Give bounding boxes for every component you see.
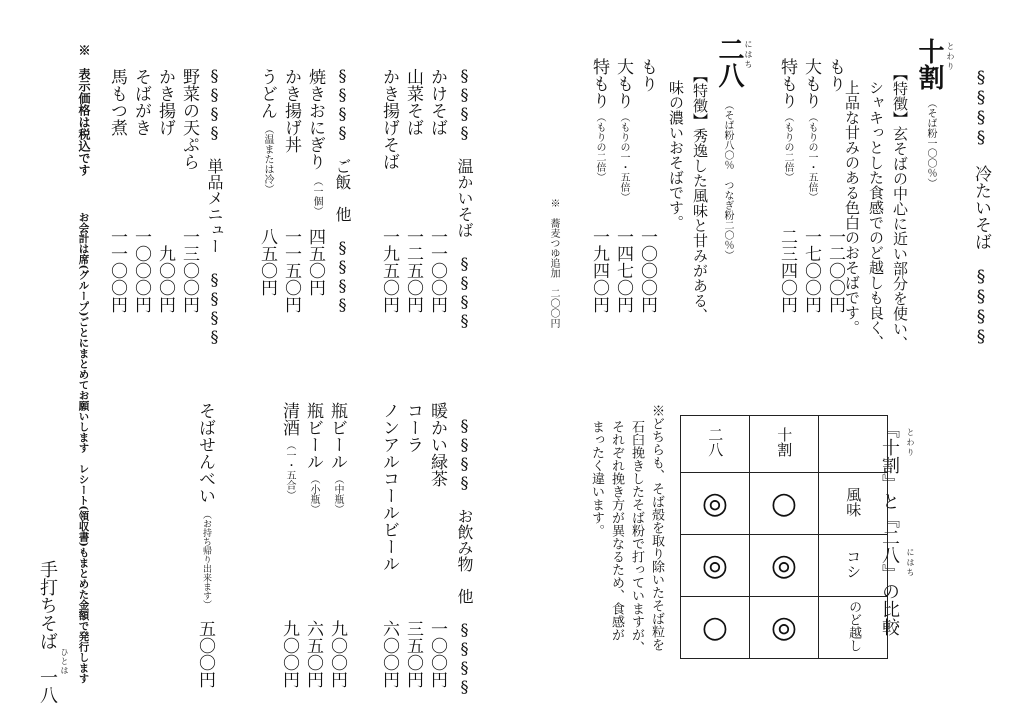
nihachi-desc-2: 味の濃いおそばです。: [667, 80, 685, 230]
juwari-desc-3: 上品な甘みのある色白のおそばです。: [843, 80, 861, 335]
juwari-desc-1: 【特徴】玄そばの中心に近い部分を使い、: [891, 66, 909, 351]
comparison-title: 『十割』と『二八』の比較: [879, 420, 900, 636]
rice-item-3-price: 八五〇円: [257, 228, 277, 296]
koshi-juwari: ◎: [750, 535, 819, 597]
drink-3: ノンアルコールビール: [379, 402, 399, 572]
rice-item-2-price: 一一五〇円: [281, 228, 301, 313]
juwari-ruby: とわり: [946, 42, 955, 72]
hot-item-2: 山菜そば: [403, 68, 423, 136]
comparison-juwari-ruby: とわり: [906, 428, 915, 458]
hot-soba-heading: §§§§ 温かいそば §§§§: [455, 66, 474, 330]
single-item-2-price: 九〇〇円: [155, 245, 175, 313]
single-item-1-price: 一三〇〇円: [179, 228, 199, 313]
nodogoshi-label: のど越し: [819, 597, 888, 659]
nodogoshi-juwari: ◎: [750, 597, 819, 659]
comparison-note-3: それぞれ挽き方が異なるため、食感が: [609, 420, 624, 641]
cold-soba-heading: §§§§ 冷たいそば §§§§: [971, 68, 991, 347]
drink-6: 清酒: [279, 402, 299, 436]
nihachi-tokumori-price: 一九四〇円: [589, 228, 609, 313]
drink-4: 瓶ビール: [327, 402, 347, 470]
billing-note: お会計は席(グループ)ごとにまとめてお願いします レシート(領収書)もまとめた金額で発行します: [77, 212, 90, 684]
single-item-1: 野菜の天ぷら: [179, 68, 199, 170]
rice-item-3-note: （温または冷）: [262, 124, 273, 194]
juwari-mori-price: 一二〇〇円: [825, 228, 845, 313]
drink-5-note: （小瓶）: [308, 474, 319, 514]
header-blank: [819, 416, 888, 473]
flavor-nihachi: ◎: [681, 473, 750, 535]
juwari-mori: もり: [825, 58, 845, 92]
comparison-table: [680, 415, 888, 659]
drink-4-price: 九〇〇円: [327, 620, 347, 688]
nihachi-desc-1: 【特徴】秀逸した風味と甘みがある、: [691, 68, 709, 323]
flavor-label: 風味: [819, 473, 888, 535]
single-item-2: かき揚げ: [155, 68, 175, 136]
single-item-4: 馬もつ煮: [107, 68, 127, 136]
juwari-omori-price: 一七〇〇円: [801, 228, 821, 313]
rice-item-2: かき揚げ丼: [281, 68, 301, 153]
drink-2-price: 三五〇円: [403, 620, 423, 688]
comparison-nihachi-ruby: にはち: [906, 548, 915, 578]
drink-7-price: 五〇〇円: [195, 620, 215, 688]
juwari-tokumori-note: （もりの二倍）: [782, 112, 793, 182]
drink-5-price: 六五〇円: [303, 620, 323, 688]
single-item-3-price: 一〇〇〇円: [131, 228, 151, 313]
shop-name-ruby: ひとは: [60, 648, 69, 675]
hot-item-3-price: 一九五〇円: [379, 228, 399, 313]
drink-1-price: 一〇〇円: [427, 620, 447, 688]
tsuyu-note: ※ 蕎麦つゆ追加 二〇〇円: [548, 198, 559, 328]
nihachi-ratio: （そば粉八〇％ つなぎ粉二〇％）: [722, 100, 733, 260]
single-heading: §§§§ 単品メニュー §§§§: [205, 66, 224, 346]
nihachi-ruby: にはち: [744, 40, 753, 70]
nihachi-omori-note: （もりの一・五倍）: [618, 112, 629, 202]
hot-item-1-price: 一一〇〇円: [427, 228, 447, 313]
nihachi-tokumori: 特もり: [589, 58, 609, 109]
drink-1: 暖かい緑茶: [427, 402, 447, 487]
tax-note: ※ 表示価格は税込です: [77, 44, 91, 176]
comparison-note-1: ※どちらも、そば殻を取り除いたそば粒を: [649, 404, 664, 651]
hot-item-3: かき揚げそば: [379, 68, 399, 170]
drink-7-note: （お持ち帰り出来ます）: [201, 510, 211, 609]
koshi-label: コシ: [819, 535, 888, 597]
header-juwari: 十割: [750, 416, 819, 473]
koshi-nihachi: ◎: [681, 535, 750, 597]
shop-name: 手打ちそば 一八: [37, 560, 58, 704]
comparison-note-4: まったく違います。: [589, 420, 604, 537]
hot-item-2-price: 一二五〇円: [403, 228, 423, 313]
rice-item-3: うどん: [257, 68, 277, 119]
single-item-4-price: 一一〇〇円: [107, 228, 127, 313]
nihachi-tokumori-note: （もりの二倍）: [594, 112, 605, 182]
juwari-ratio: （そば粉一〇〇％）: [925, 98, 936, 188]
drink-4-note: （中瓶）: [332, 474, 343, 514]
drink-6-price: 九〇〇円: [279, 620, 299, 688]
rice-item-1-note: （一個）: [311, 176, 322, 216]
nihachi-omori: 大もり: [613, 58, 633, 109]
nihachi-mori: もり: [637, 58, 657, 92]
juwari-tokumori: 特もり: [777, 58, 797, 109]
juwari-tokumori-price: 二三四〇円: [777, 228, 797, 313]
drink-3-price: 六〇〇円: [379, 620, 399, 688]
rice-heading: §§§§ ご飯 他 §§§§: [333, 66, 352, 314]
drink-6-note: （一・五合）: [284, 440, 295, 500]
nodogoshi-nihachi: ○: [681, 597, 750, 659]
nihachi-omori-price: 一四七〇円: [613, 228, 633, 313]
juwari-omori: 大もり: [801, 58, 821, 109]
nihachi-mori-price: 一〇〇〇円: [637, 228, 657, 313]
juwari-omori-note: （もりの一・五倍）: [806, 112, 817, 202]
header-nihachi: 二八: [681, 416, 750, 473]
juwari-desc-2: シャキっとした食感でのど越しも良く、: [867, 80, 885, 350]
drink-7: そばせんべい: [195, 402, 215, 504]
single-item-3: そばがき: [131, 68, 151, 136]
drink-2: コーラ: [403, 402, 423, 453]
hot-item-1: かけそば: [427, 68, 447, 136]
juwari-title: 十割: [914, 38, 944, 90]
drink-5: 瓶ビール: [303, 402, 323, 470]
rice-item-1: 焼きおにぎり: [305, 68, 325, 170]
drinks-heading: §§§§ お飲み物 他 §§§§: [455, 416, 474, 696]
nihachi-title: 二八: [714, 36, 744, 88]
rice-item-1-price: 四五〇円: [305, 228, 325, 296]
comparison-note-2: 石臼挽きしたそば粉で打っていますが、: [629, 420, 644, 654]
flavor-juwari: ○: [750, 473, 819, 535]
